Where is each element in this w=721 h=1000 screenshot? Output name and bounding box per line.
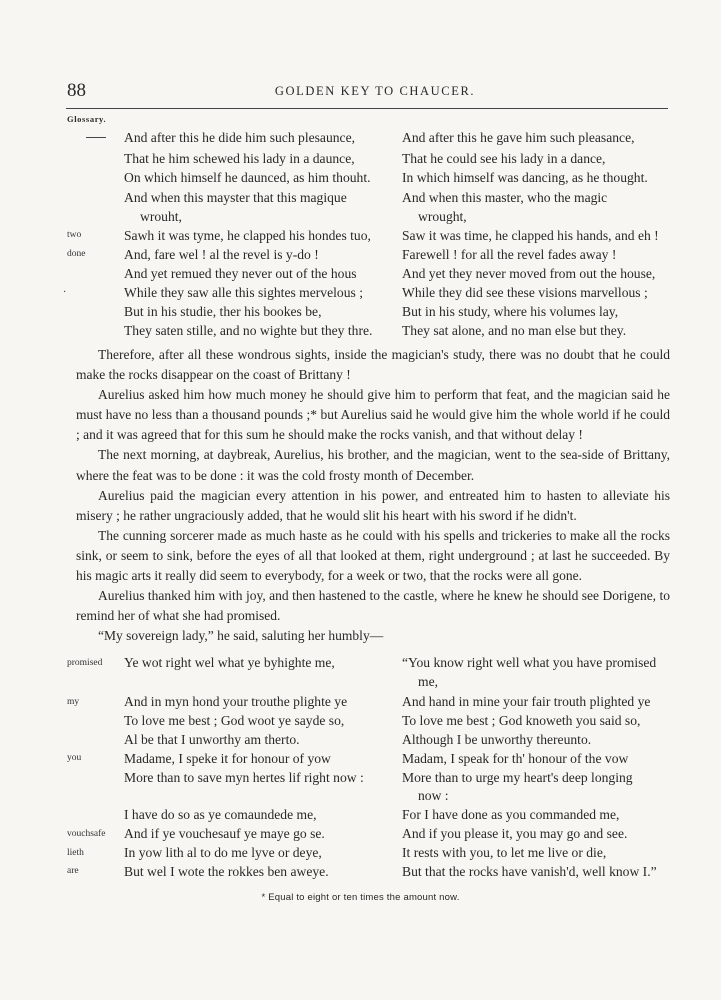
gloss-promised: promised <box>67 658 103 668</box>
paragraph: Therefore, after all these wondrous sights, inside the magician's study, there was no doubt that he could make the rocks disappear on the coast of Brittany ! <box>76 347 670 383</box>
paragraph: Aurelius asked him how much money he should give him to perform that feat, and the magician said he must have no less than a thousand pounds ;* but Aurelius said he would give him the whole world if he could ; and it was agreed that for this sum he should make the rocks vanish, and that without delay ! <box>76 387 670 443</box>
verse-line-modern: But that the rocks have vanish'd, well know I.” <box>402 864 657 879</box>
verse-line-original: And in myn hond your trouthe plighte ye <box>124 694 348 709</box>
verse-line-original: Sawh it was tyme, he clapped his hondes tuo, <box>124 228 371 243</box>
running-title: GOLDEN KEY TO CHAUCER. <box>274 84 476 98</box>
verse-line-original: Ye wot right wel what ye byhighte me, <box>124 655 335 670</box>
glossary-label: Glossary. <box>67 114 107 124</box>
verse-line-modern: And when this master, who the magic <box>402 190 608 205</box>
verse-line-original: To love me best ; God woot ye sayde so, <box>124 713 345 728</box>
gloss-two: two <box>67 230 82 240</box>
verse-line-original: And when this mayster that this magique <box>124 190 347 205</box>
gloss-you: you <box>67 753 82 763</box>
verse-line-modern: In which himself was dancing, as he thought. <box>402 170 648 185</box>
paragraph: Aurelius thanked him with joy, and then hastened to the castle, where he knew he should see Dorigene, to remind her of what she had promised. <box>76 588 670 624</box>
verse-line-original: They saten stille, and no wighte but they thre. <box>124 323 373 338</box>
paragraph: Aurelius paid the magician every attention in his power, and entreated him to hasten to alleviate his misery ; he rather ungraciously added, that he would slit his heart with his sword if he didn't. <box>76 487 670 523</box>
verse-line-modern: To love me best ; God knoweth you said so, <box>402 713 641 728</box>
footnote: * Equal to eight or ten times the amount now. <box>261 892 460 903</box>
verse-line-original: I have do so as ye comaundede me, <box>124 807 317 822</box>
verse-line-original: More than to save myn hertes lif right now : <box>124 770 364 785</box>
header-rule <box>66 108 668 109</box>
gloss-done: done <box>67 249 86 259</box>
verse-line-original: And yet remued they never out of the hous <box>124 266 357 281</box>
page-number: 88 <box>67 80 86 101</box>
verse-line-original: And after this he dide him such plesaunce, <box>124 130 356 145</box>
prose-text <box>76 345 670 646</box>
verse-line-original: Madame, I speke it for honour of yow <box>124 751 331 766</box>
verse-line-original: But in his studie, ther his bookes be, <box>124 304 322 319</box>
verse-line-original: In yow lith al to do me lyve or deye, <box>124 845 322 860</box>
verse-line-modern: “You know right well what you have promised <box>402 655 657 670</box>
verse-line-modern: And after this he gave him such pleasance, <box>402 130 635 145</box>
verse-line-modern: But in his study, where his volumes lay, <box>402 304 619 319</box>
verse-line-modern: That he could see his lady in a dance, <box>402 151 606 166</box>
verse-line-original: On which himself he daunced, as him thouht. <box>124 170 371 185</box>
verse-line-original: But wel I wote the rokkes ben aweye. <box>124 864 329 879</box>
verse-line-modern: They sat alone, and no man else but they. <box>402 323 627 338</box>
verse-line-modern: And if you please it, you may go and see. <box>402 826 628 841</box>
paragraph: The cunning sorcerer made as much haste as he could with his spells and trickeries to make all the rocks sink, or seem to sink, before the eyes of all that looked at them, right underground ; at last he succeeded. By his magic arts it really did seem to everybody, for a week or two, that the rocks were all gone. <box>76 527 670 584</box>
verse-line-modern: Madam, I speak for th' honour of the vow <box>402 751 629 766</box>
verse-line-modern: Farewell ! for all the revel fades away ! <box>402 247 617 262</box>
verse-line-original: And if ye vouchesauf ye maye go se. <box>124 826 325 841</box>
margin-dot: · <box>63 287 67 298</box>
verse-line-original: wrouht, <box>140 209 182 224</box>
verse-line-original: Al be that I unworthy am therto. <box>124 732 300 747</box>
verse-line-original: While they saw alle this sightes mervelous ; <box>124 285 363 300</box>
verse-line-modern: me, <box>418 674 439 689</box>
verse-line-original: That he him schewed his lady in a daunce, <box>124 151 355 166</box>
verse-line-modern: It rests with you, to let me live or die, <box>402 845 607 860</box>
gloss-lieth: lieth <box>67 848 84 858</box>
verse-line-modern: And yet they never moved from out the house, <box>402 266 656 281</box>
paragraph: “My sovereign lady,” he said, saluting her humbly— <box>98 628 384 644</box>
gloss-my: my <box>67 697 80 707</box>
verse-line-modern: now : <box>418 788 449 803</box>
verse-line-original: And, fare wel ! al the revel is y-do ! <box>124 247 319 262</box>
verse-line-modern: And hand in mine your fair trouth plighted ye <box>402 694 651 709</box>
verse-line-modern: More than to urge my heart's deep longing <box>402 770 633 785</box>
verse-line-modern: Although I be unworthy thereunto. <box>402 732 592 747</box>
verse-line-modern: While they did see these visions marvellous ; <box>402 285 648 300</box>
verse-line-modern: wrought, <box>418 209 467 224</box>
paragraph: The next morning, at daybreak, Aurelius, his brother, and the magician, went to the sea-side of Brittany, where the feat was to be done : it was the cold frosty month of December. <box>76 447 670 483</box>
verse-line-modern: Saw it was time, he clapped his hands, and eh ! <box>402 228 659 243</box>
gloss-vouchsafe: vouchsafe <box>67 829 106 839</box>
verse-line-modern: For I have done as you commanded me, <box>402 807 620 822</box>
glossary-dash <box>86 137 106 138</box>
gloss-are: are <box>67 866 79 876</box>
